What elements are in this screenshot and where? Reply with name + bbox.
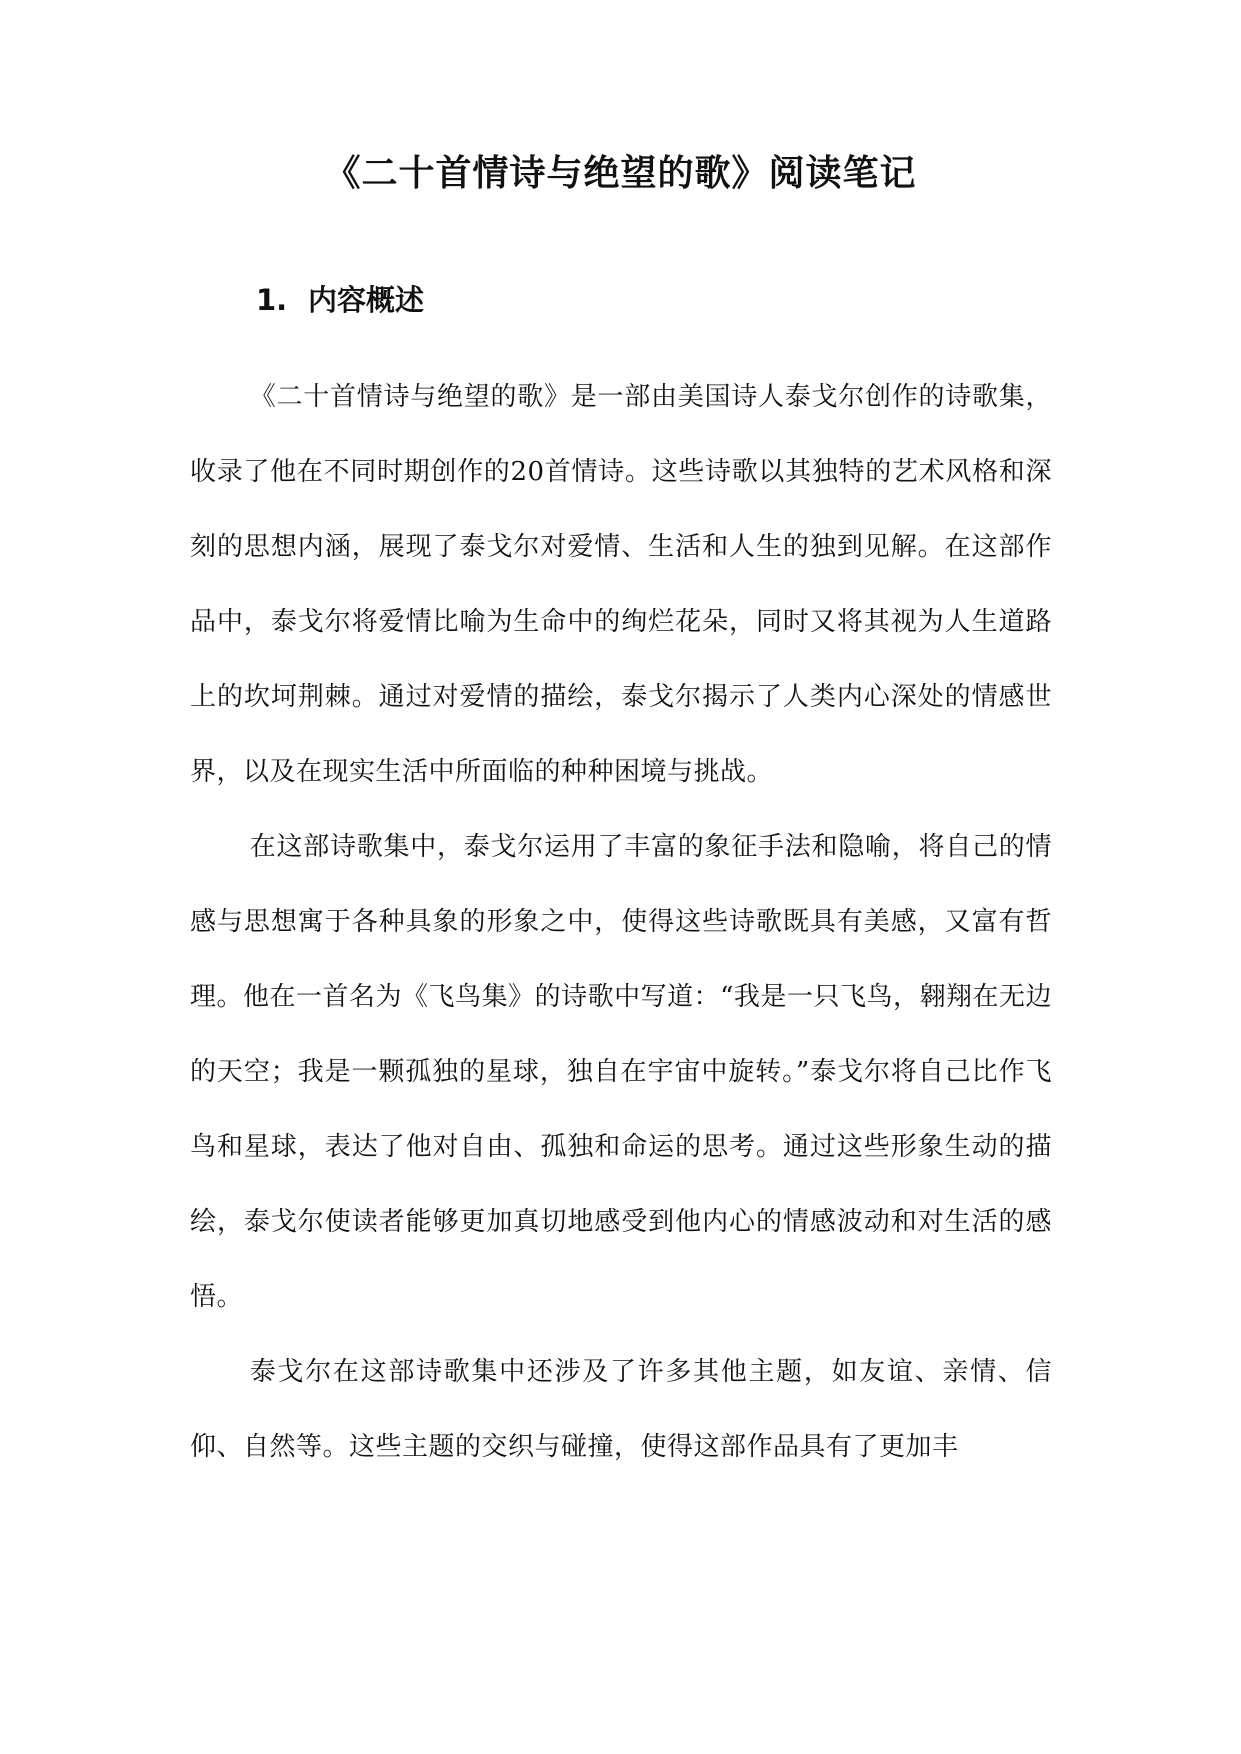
section-heading bbox=[256, 278, 424, 322]
paragraph-3: 泰戈尔在这部诗歌集中还涉及了许多其他主题，如友谊、亲情、信仰、自然等。这些主题的交织与碰撞，使得这部作品具有了更加丰 bbox=[190, 1357, 1052, 1462]
document-title: 《二十首情诗与绝望的歌》阅读笔记 bbox=[324, 153, 917, 194]
section-number: 1. bbox=[256, 283, 288, 317]
body-text bbox=[190, 360, 1052, 1485]
paragraph-1: 《二十首情诗与绝望的歌》是一部由美国诗人泰戈尔创作的诗歌集，收录了他在不同时期创作的20首情诗。这些诗歌以其独特的艺术风格和深刻的思想内涵，展现了泰戈尔对爱情、生活和人生的独到见解。在这部作品中，泰戈尔将爱情比喻为生命中的绚烂花朵，同时又将其视为人生道路上的坎坷荆棘。通过对爱情的描绘，泰戈尔揭示了人类内心深处的情感世界，以及在现实生活中所面临的种种困境与挑战。 bbox=[190, 382, 1052, 787]
paragraph-2: 在这部诗歌集中，泰戈尔运用了丰富的象征手法和隐喻，将自己的情感与思想寓于各种具象的形象之中，使得这些诗歌既具有美感，又富有哲理。他在一首名为《飞鸟集》的诗歌中写道：“我是一只飞鸟，翱翔在无边的天空；我是一颗孤独的星球，独自在宇宙中旋转。”泰戈尔将自己比作飞鸟和星球，表达了他对自由、孤独和命运的思考。通过这些形象生动的描绘，泰戈尔使读者能够更加真切地感受到他内心的情感波动和对生活的感悟。 bbox=[190, 832, 1052, 1312]
section-title: 内容概述 bbox=[308, 283, 425, 317]
